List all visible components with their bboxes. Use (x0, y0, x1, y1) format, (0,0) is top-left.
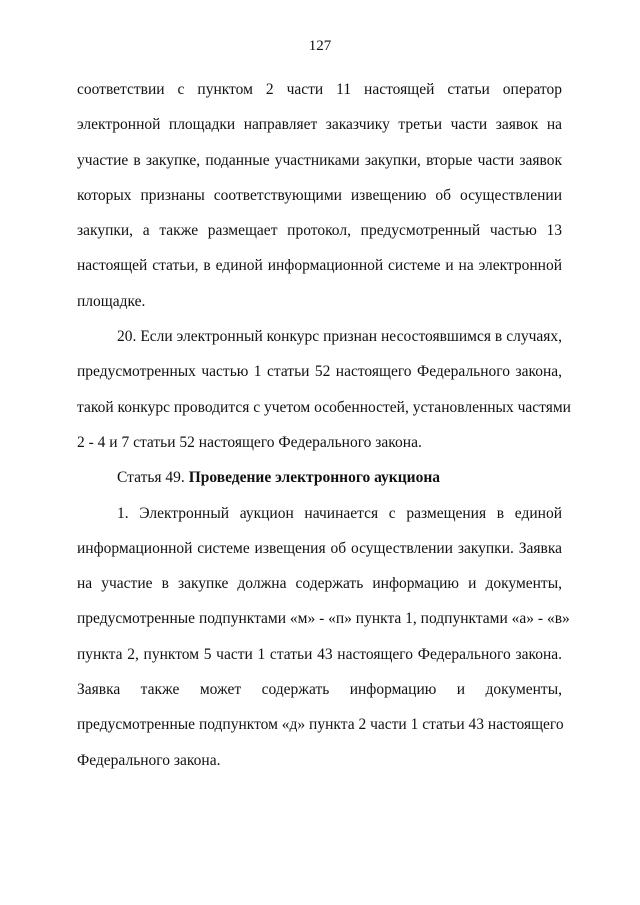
text-line: такой конкурс проводится с учетом особенностей, установленных частями (77, 398, 571, 416)
text-line: предусмотренные подпунктами «м» - «п» пункта 1, подпунктами «а» - «в» (77, 610, 570, 628)
text-line: информационной системе извещения об осуществлении закупки. Заявка (77, 539, 562, 557)
text-line: Федерального закона. (77, 751, 221, 769)
text-line: 1. Электронный аукцион начинается с размещения в единой (117, 504, 562, 522)
paragraph-2 (77, 319, 571, 460)
text-line: которых признаны соответствующими извещению об осуществлении (77, 186, 562, 204)
paragraph-1 (77, 72, 562, 319)
text-line: соответствии с пунктом 2 части 11 настоящей статьи оператор (77, 81, 562, 98)
paragraph-3 (77, 496, 570, 778)
text-line: на участие в закупке должна содержать информацию и документы, (77, 575, 562, 593)
text-line: закупки, а также размещает протокол, предусмотренный частью 13 (77, 222, 562, 240)
article-prefix: Статья 49. (117, 469, 189, 487)
text-line: площадке. (77, 292, 146, 310)
text-line: предусмотренных частью 1 статьи 52 настоящего Федерального закона, (77, 363, 562, 381)
text-line: предусмотренные подпунктом «д» пункта 2 части 1 статьи 43 настоящего (77, 716, 564, 734)
text-line: Заявка также может содержать информацию и документы, (77, 681, 562, 699)
document-body (77, 72, 571, 778)
page-number: 127 (308, 38, 332, 54)
article-title: Проведение электронного аукциона (188, 469, 441, 487)
text-line: 2 - 4 и 7 статьи 52 настоящего Федерального закона. (77, 433, 422, 451)
text-line: электронной площадки направляет заказчику третьи части заявок на (77, 116, 562, 134)
text-line: пункта 2, пунктом 5 части 1 статьи 43 настоящего Федерального закона. (77, 645, 562, 663)
text-line: настоящей статьи, в единой информационной системе и на электронной (77, 257, 562, 275)
text-line: 20. Если электронный конкурс признан несостоявшимся в случаях, (117, 328, 562, 346)
article-heading (77, 460, 562, 495)
text-line: участие в закупке, поданные участниками закупки, вторые части заявок (77, 151, 562, 169)
